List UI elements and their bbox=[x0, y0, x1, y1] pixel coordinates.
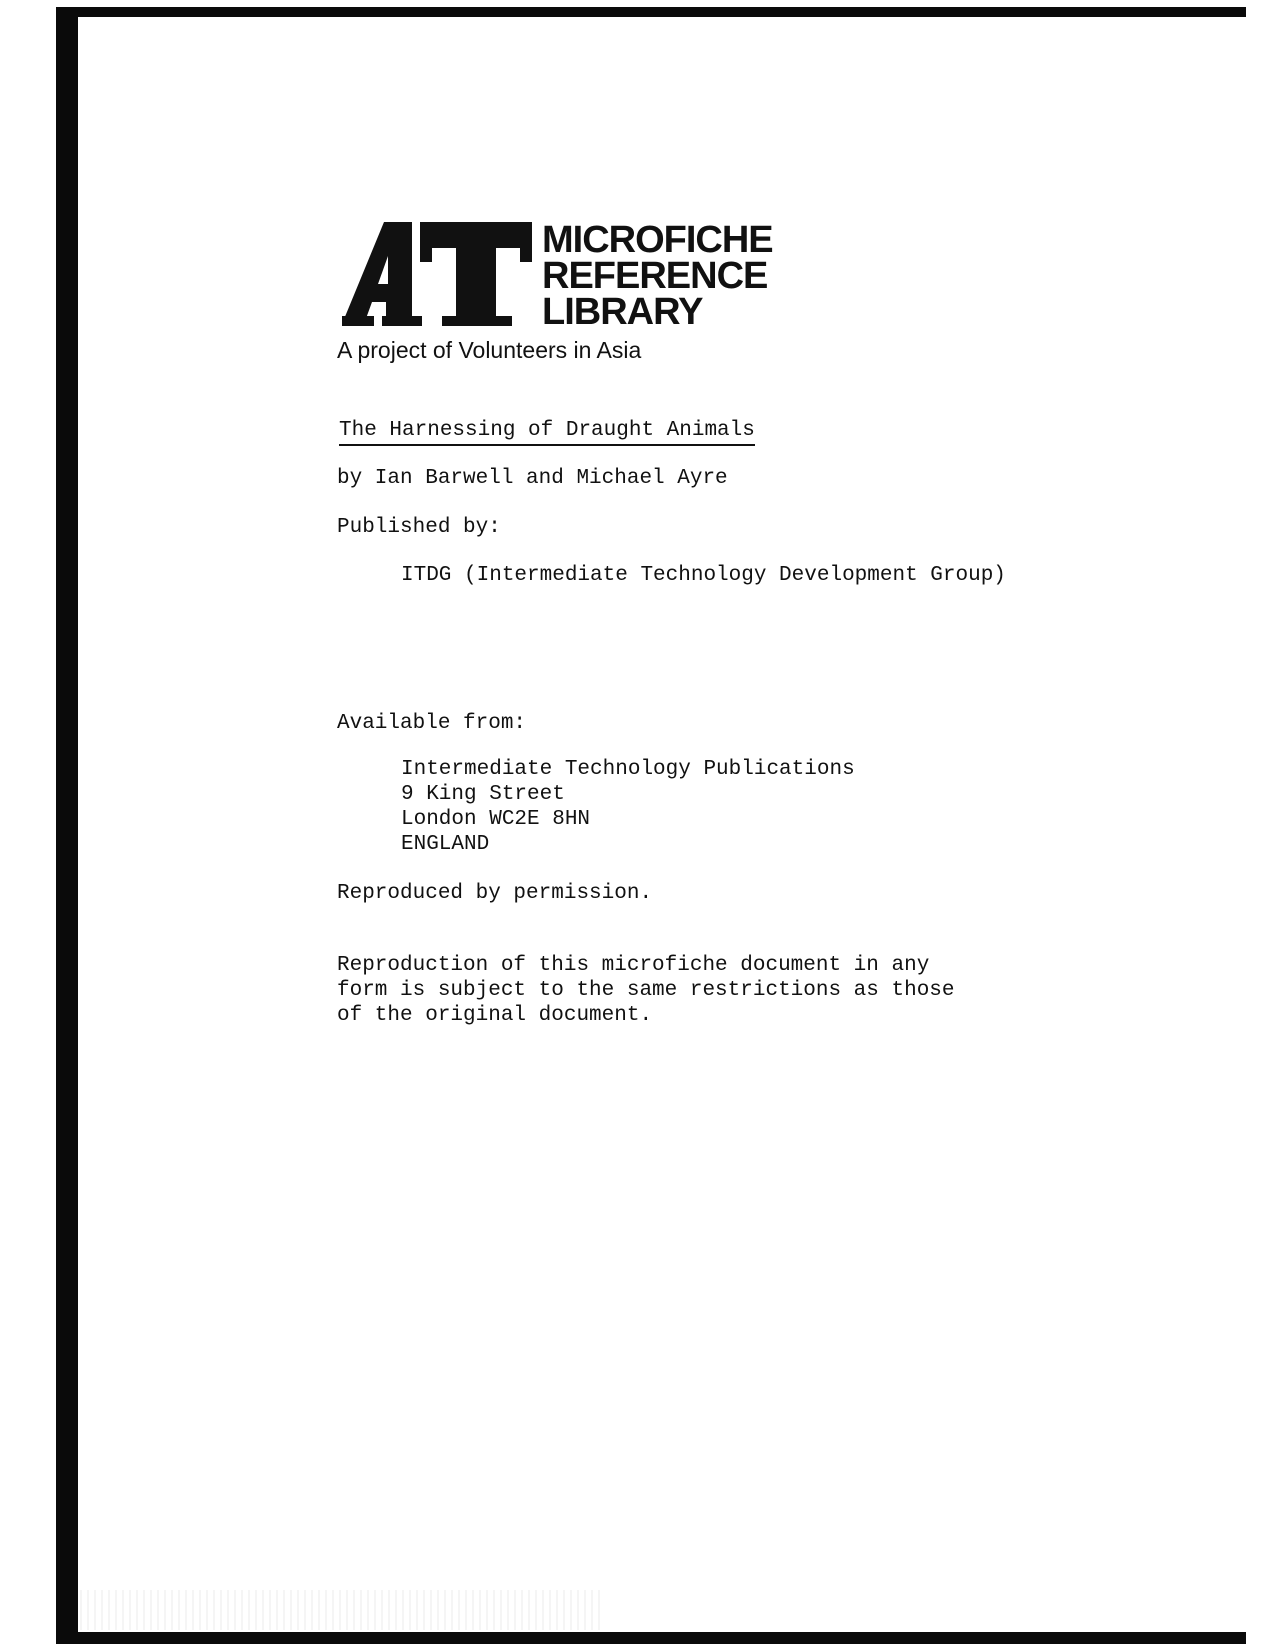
publisher-address bbox=[401, 757, 855, 857]
scan-noise bbox=[80, 1590, 600, 1630]
scan-border-top bbox=[56, 7, 1246, 17]
logo-line-3: LIBRARY bbox=[542, 291, 703, 333]
address-line: London WC2E 8HN bbox=[401, 808, 591, 831]
document-title: The Harnessing of Draught Animals bbox=[339, 419, 755, 446]
publisher-name: ITDG (Intermediate Technology Development Group) bbox=[401, 564, 1006, 587]
at-logo-mark-icon bbox=[342, 222, 542, 332]
notice-line: Reproduction of this microfiche document in any bbox=[337, 954, 930, 977]
at-logo bbox=[342, 219, 792, 342]
notice-line: form is subject to the same restrictions as those bbox=[337, 979, 955, 1002]
address-line: ENGLAND bbox=[401, 833, 490, 856]
logo-wordmark bbox=[542, 219, 773, 333]
notice-line: of the original document. bbox=[337, 1004, 653, 1027]
scan-border-bottom bbox=[56, 1632, 1246, 1644]
available-from-label: Available from: bbox=[337, 712, 527, 735]
logo-line-1: MICROFICHE bbox=[542, 219, 773, 261]
document-authors: by Ian Barwell and Michael Ayre bbox=[337, 467, 728, 490]
published-by-label: Published by: bbox=[337, 516, 501, 539]
scan-border-left bbox=[56, 12, 78, 1644]
logo-line-2: REFERENCE bbox=[542, 255, 768, 297]
address-line: Intermediate Technology Publications bbox=[401, 758, 855, 781]
reproduction-notice bbox=[337, 953, 955, 1028]
permission-statement: Reproduced by permission. bbox=[337, 882, 653, 905]
address-line: 9 King Street bbox=[401, 783, 565, 806]
logo-tagline: A project of Volunteers in Asia bbox=[337, 337, 642, 363]
